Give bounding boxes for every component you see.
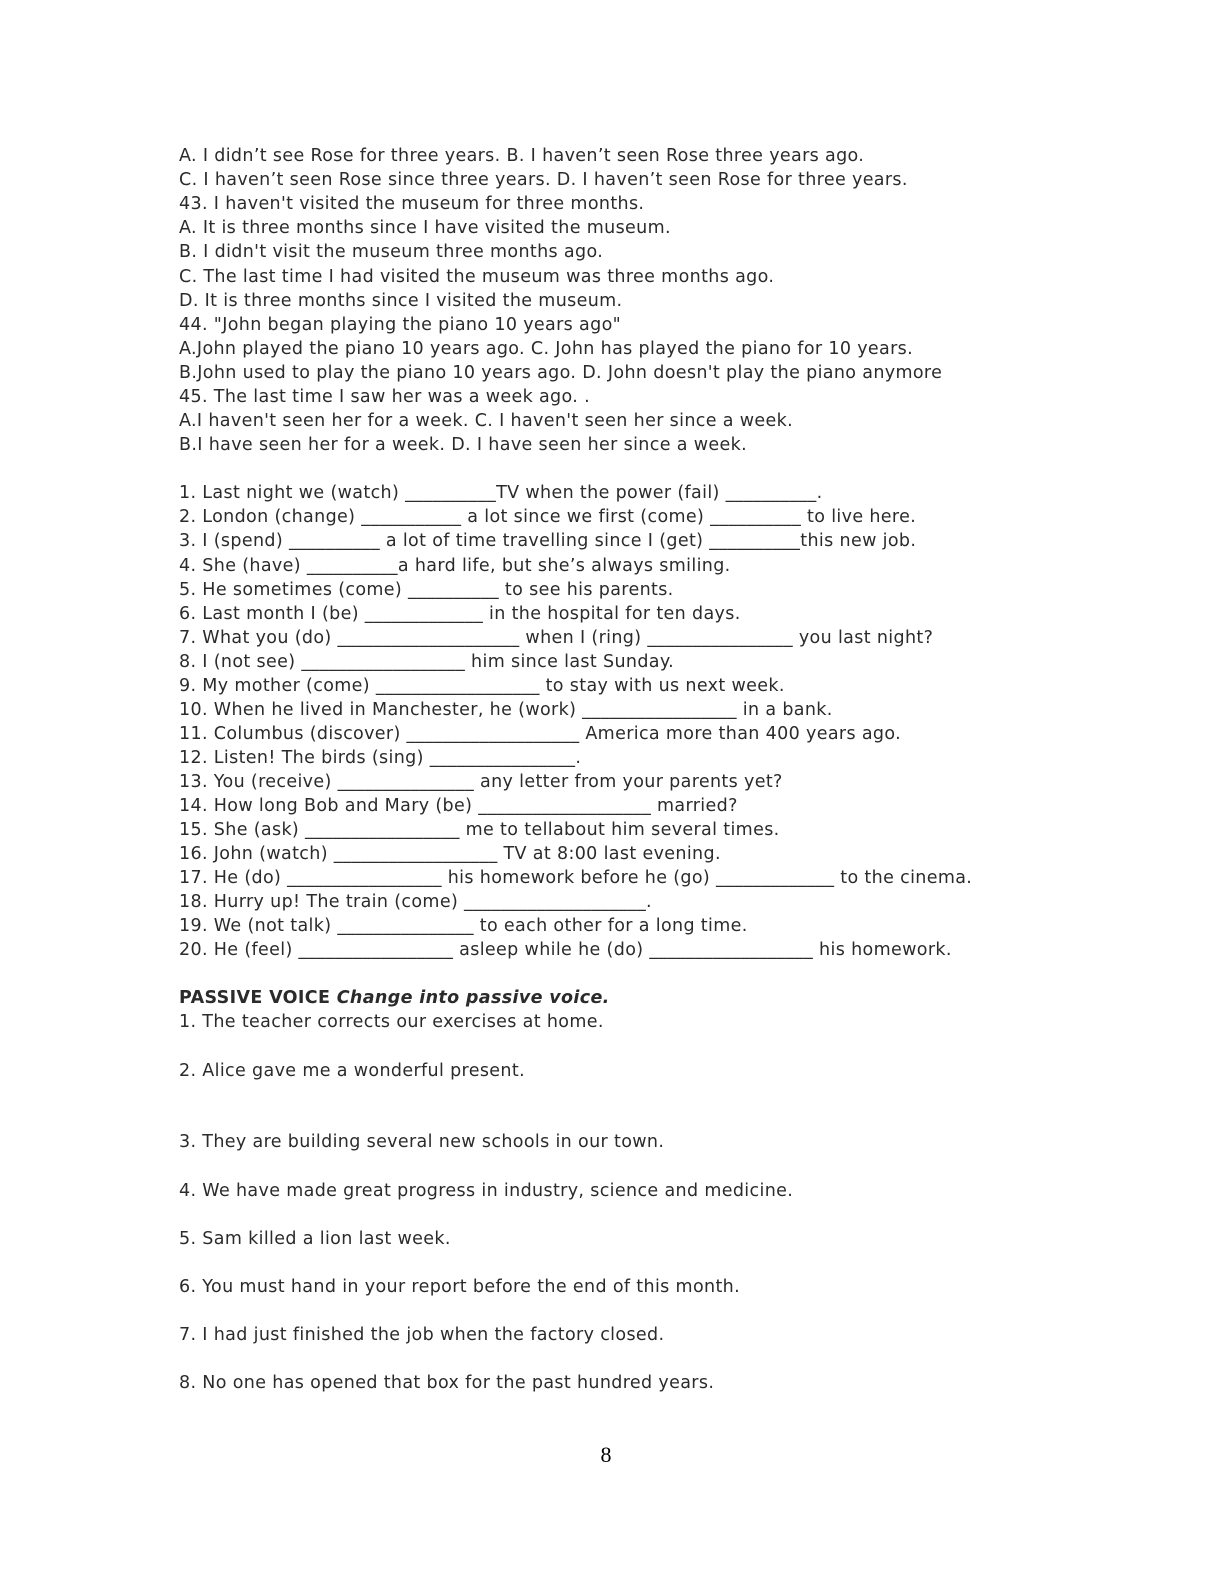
- tense-exercise: 10. When he lived in Manchester, he (work) _________________ in a bank.: [179, 700, 833, 720]
- tense-exercise: 6. Last month I (be) _____________ in the hospital for ten days.: [179, 604, 741, 624]
- mcq-line: B.John used to play the piano 10 years ago. D. John doesn't play the piano anymore: [179, 363, 943, 383]
- mcq-line: A.John played the piano 10 years ago. C. John has played the piano for 10 years.: [179, 339, 914, 359]
- passive-item: 6. You must hand in your report before the end of this month.: [179, 1277, 741, 1297]
- passive-item: 1. The teacher corrects our exercises at home.: [179, 1012, 604, 1032]
- tense-exercise: 19. We (not talk) _______________ to each other for a long time.: [179, 916, 748, 936]
- passive-item: 4. We have made great progress in industry, science and medicine.: [179, 1181, 794, 1201]
- passive-heading-instruction: Change into passive voice.: [336, 988, 610, 1008]
- mcq-line: C. The last time I had visited the museum was three months ago.: [179, 267, 775, 287]
- passive-item: 7. I had just finished the job when the factory closed.: [179, 1325, 665, 1345]
- mcq-question: 43. I haven't visited the museum for three months.: [179, 194, 645, 214]
- mcq-question: 44. "John began playing the piano 10 years ago": [179, 315, 622, 335]
- passive-heading: [179, 986, 610, 1010]
- tense-exercise: 15. She (ask) _________________ me to tellabout him several times.: [179, 820, 780, 840]
- mcq-line: A.I haven't seen her for a week. C. I haven't seen her since a week.: [179, 411, 794, 431]
- mcq-line: A. I didn’t see Rose for three years. B. I haven’t seen Rose three years ago.: [179, 146, 865, 166]
- mcq-line: B. I didn't visit the museum three months ago.: [179, 242, 604, 262]
- tense-exercise: 16. John (watch) __________________ TV at 8:00 last evening.: [179, 844, 721, 864]
- tense-exercise: 2. London (change) ___________ a lot since we first (come) __________ to live here.: [179, 507, 917, 527]
- passive-heading-title: PASSIVE VOICE: [179, 988, 331, 1008]
- mcq-line: A. It is three months since I have visited the museum.: [179, 218, 671, 238]
- passive-item: 8. No one has opened that box for the past hundred years.: [179, 1373, 715, 1393]
- tense-exercise: 3. I (spend) __________ a lot of time travelling since I (get) __________this new job.: [179, 531, 917, 551]
- mcq-line: D. It is three months since I visited the museum.: [179, 291, 623, 311]
- tense-exercise: 11. Columbus (discover) ___________________ America more than 400 years ago.: [179, 724, 902, 744]
- mcq-line: C. I haven’t seen Rose since three years. D. I haven’t seen Rose for three years.: [179, 170, 908, 190]
- tense-exercise: 17. He (do) _________________ his homework before he (go) _____________ to the cinema.: [179, 868, 973, 888]
- tense-exercise: 13. You (receive) _______________ any letter from your parents yet?: [179, 772, 783, 792]
- tense-exercise: 7. What you (do) ____________________ when I (ring) ________________ you last night?: [179, 628, 934, 648]
- tense-exercise: 9. My mother (come) __________________ to stay with us next week.: [179, 676, 785, 696]
- passive-item: 3. They are building several new schools in our town.: [179, 1132, 665, 1152]
- tense-exercise: 20. He (feel) _________________ asleep while he (do) __________________ his homework.: [179, 940, 952, 960]
- passive-item: 5. Sam killed a lion last week.: [179, 1229, 451, 1249]
- tense-exercise: 14. How long Bob and Mary (be) ___________________ married?: [179, 796, 738, 816]
- mcq-question: 45. The last time I saw her was a week ago. .: [179, 387, 591, 407]
- page-number: 8: [600, 1442, 612, 1467]
- passive-item: 2. Alice gave me a wonderful present.: [179, 1061, 525, 1081]
- tense-exercise: 1. Last night we (watch) __________TV when the power (fail) __________.: [179, 483, 823, 503]
- mcq-line: B.I have seen her for a week. D. I have seen her since a week.: [179, 435, 748, 455]
- tense-exercise: 5. He sometimes (come) __________ to see his parents.: [179, 580, 674, 600]
- tense-exercise: 4. She (have) __________a hard life, but she’s always smiling.: [179, 556, 731, 576]
- tense-exercise: 8. I (not see) __________________ him since last Sunday.: [179, 652, 674, 672]
- tense-exercise: 12. Listen! The birds (sing) ________________.: [179, 748, 582, 768]
- tense-exercise: 18. Hurry up! The train (come) ____________________.: [179, 892, 652, 912]
